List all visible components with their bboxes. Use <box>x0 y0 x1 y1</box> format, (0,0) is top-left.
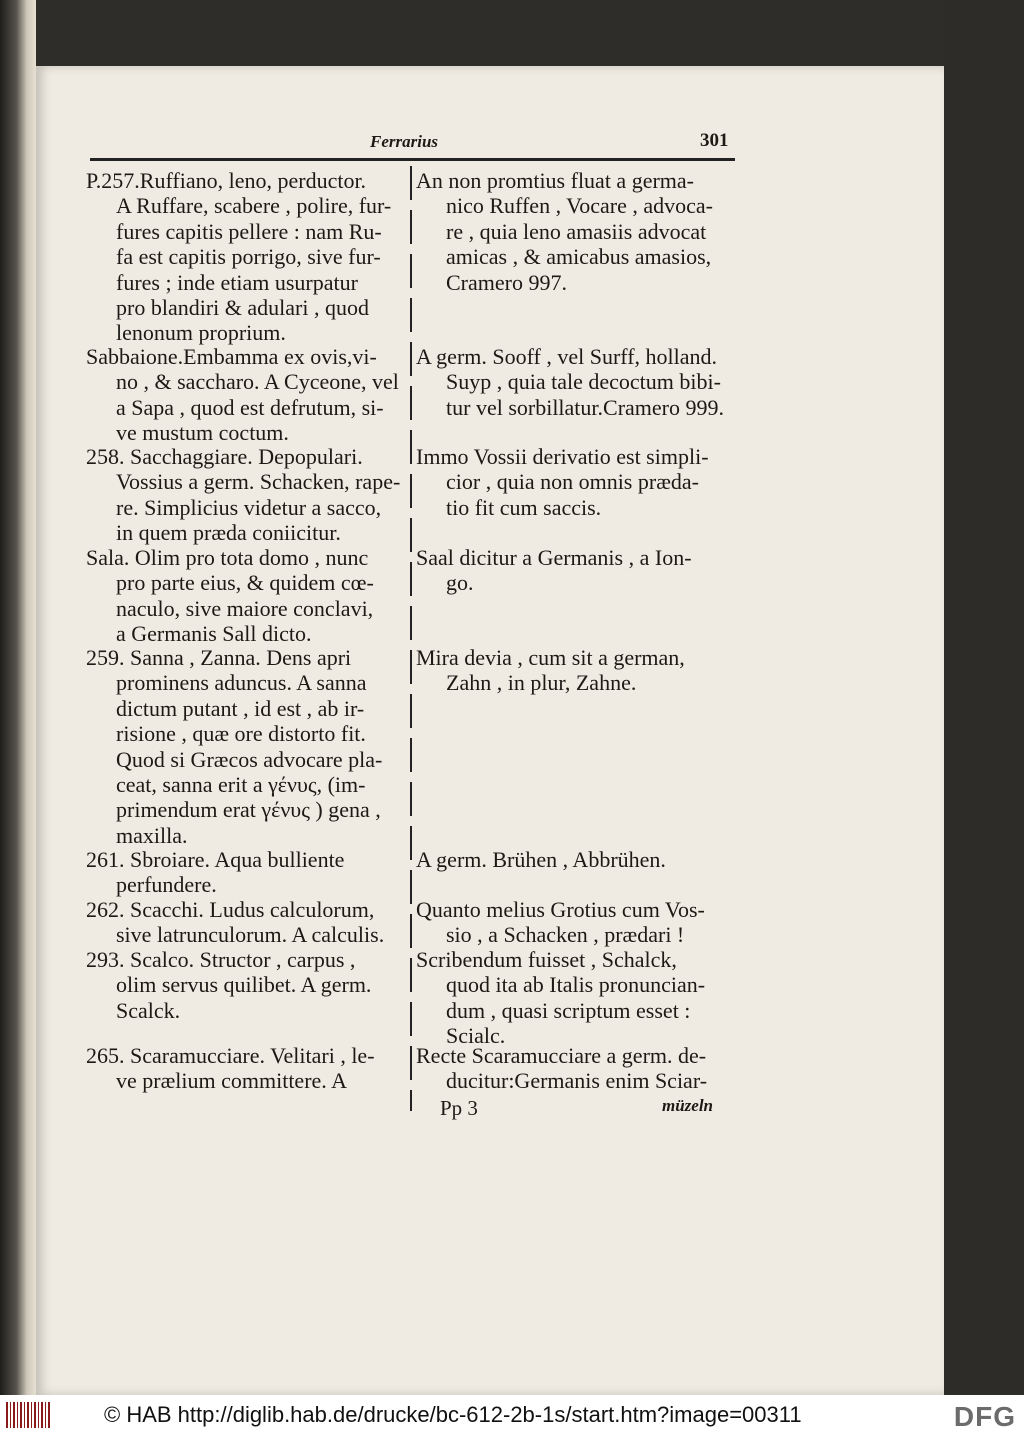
entry-term-column <box>86 545 404 647</box>
catchword: müzeln <box>662 1096 714 1115</box>
comment-line: Cramero 997. <box>446 269 567 295</box>
term-line: no , & saccharo. A Cyceone, vel <box>116 369 399 395</box>
term-line: perfundere. <box>116 872 217 898</box>
comment-line: An non promtius fluat a germa- <box>416 168 694 193</box>
comment-line: go. <box>446 570 474 596</box>
term-line: 261. Sbroiare. Aqua bulliente <box>86 847 345 872</box>
comment-line: Suyp , quia tale decoctum bibi- <box>446 369 721 395</box>
entry-comment-column <box>416 847 734 872</box>
column-divider <box>410 166 412 1111</box>
entry-comment-column <box>416 168 734 295</box>
term-line: risione , quæ ore distorto fit. <box>116 721 366 747</box>
entry-term-column <box>86 344 404 446</box>
book-edge <box>0 0 36 1395</box>
entry-comment-column <box>416 947 734 1049</box>
comment-line: Immo Vossii derivatio est simpli- <box>416 444 709 469</box>
comment-line: ducitur:Germanis enim Sciar- <box>446 1068 708 1094</box>
entry-term-column <box>86 897 404 948</box>
comment-line: tur vel sorbillatur.Cramero 999. <box>446 394 724 420</box>
header-rule <box>90 158 735 161</box>
term-line: olim servus quilibet. A germ. <box>116 972 372 998</box>
comment-line: quod ita ab Italis pronuncian- <box>446 972 706 998</box>
entry-comment-column <box>416 344 734 420</box>
entry-term-column <box>86 168 404 346</box>
term-line: ceat, sanna erit a γένυς, (im- <box>116 772 366 798</box>
term-line: fures capitis pellere : nam Ru- <box>116 218 382 244</box>
page-number: 301 <box>700 130 729 151</box>
term-line: Scalck. <box>116 997 181 1023</box>
term-line: prominens aduncus. A sanna <box>116 670 367 696</box>
term-line: A Ruffare, scabere , polire, fur- <box>116 193 392 219</box>
term-line: pro blandiri & adulari , quod <box>116 295 369 321</box>
term-line: fa est capitis porrigo, sive fur- <box>116 244 381 270</box>
comment-line: Mira devia , cum sit a german, <box>416 645 685 670</box>
term-line: 258. Sacchaggiare. Depopulari. <box>86 444 363 469</box>
signature-mark: Pp 3 <box>440 1096 478 1120</box>
entry-comment-column <box>416 645 734 696</box>
term-line: 265. Scaramucciare. Velitari , le- <box>86 1043 375 1068</box>
comment-line: Quanto melius Grotius cum Vos- <box>416 897 705 922</box>
term-line: dictum putant , id est , ab ir- <box>116 695 365 721</box>
entry-comment-column <box>416 444 734 520</box>
term-line: sive latrunculorum. A calculis. <box>116 922 385 948</box>
term-line: P.257.Ruffiano, leno, perductor. <box>86 168 367 193</box>
comment-line: dum , quasi scriptum esset : <box>446 997 691 1023</box>
entry-comment-column <box>416 545 734 596</box>
comment-line: Zahn , in plur, Zahne. <box>446 670 637 696</box>
term-line: in quem præda coniicitur. <box>116 520 341 546</box>
running-title: Ferrarius <box>370 132 439 151</box>
term-line: re. Simplicius videtur a sacco, <box>116 494 382 520</box>
term-line: a Sapa , quod est defrutum, si- <box>116 394 384 420</box>
term-line: Quod si Græcos advocare pla- <box>116 746 383 772</box>
source-link[interactable]: © HAB http://diglib.hab.de/drucke/bc-612-2b-1s/start.htm?image=00311 <box>104 1402 802 1427</box>
term-line: Sala. Olim pro tota domo , nunc <box>86 545 369 570</box>
entry-term-column <box>86 444 404 546</box>
comment-line: A germ. Sooff , vel Surff, holland. <box>416 344 718 369</box>
comment-line: amicas , & amicabus amasios, <box>446 244 712 270</box>
term-line: Sabbaione.Embamma ex ovis,vi- <box>86 344 377 369</box>
entry-comment-column <box>416 1043 734 1094</box>
entry-term-column <box>86 1043 404 1094</box>
term-line: primendum erat γένυς ) gena , <box>116 797 381 823</box>
comment-line: nico Ruffen , Vocare , advoca- <box>446 193 713 219</box>
term-line: 262. Scacchi. Ludus calculorum, <box>86 897 375 922</box>
comment-line: Scialc. <box>446 1023 506 1049</box>
barcode-icon <box>6 1402 50 1428</box>
comment-line: re , quia leno amasiis advocat <box>446 218 707 244</box>
entry-term-column <box>86 847 404 898</box>
viewer-footer-bar <box>0 1395 1024 1435</box>
term-line: ve mustum coctum. <box>116 420 289 446</box>
term-line: ve prælium committere. A <box>116 1068 347 1094</box>
entry-term-column <box>86 645 404 848</box>
term-line: pro parte eius, & quidem cœ- <box>116 570 374 596</box>
term-line: fures ; inde etiam usurpatur <box>116 269 358 295</box>
entry-comment-column <box>416 897 734 948</box>
term-line: 293. Scalco. Structor , carpus , <box>86 947 356 972</box>
dfg-logo: DFG <box>953 1401 1016 1432</box>
scan-background-right <box>944 0 1024 1395</box>
entry-term-column <box>86 947 404 1023</box>
comment-line: Scribendum fuisset , Schalck, <box>416 947 677 972</box>
scan-background-top <box>36 0 944 66</box>
term-line: lenonum proprium. <box>116 320 286 346</box>
term-line: Vossius a germ. Schacken, rape- <box>116 469 401 495</box>
term-line: maxilla. <box>116 822 188 848</box>
comment-line: cior , quia non omnis præda- <box>446 469 699 495</box>
comment-line: A germ. Brühen , Abbrühen. <box>416 847 666 872</box>
comment-line: tio fit cum saccis. <box>446 494 602 520</box>
term-line: 259. Sanna , Zanna. Dens apri <box>86 645 352 670</box>
comment-line: Recte Scaramucciare a germ. de- <box>416 1043 707 1068</box>
comment-line: Saal dicitur a Germanis , a Ion- <box>416 545 692 570</box>
term-line: naculo, sive maiore conclavi, <box>116 595 374 621</box>
term-line: a Germanis Sall dicto. <box>116 621 312 647</box>
comment-line: sio , a Schacken , prædari ! <box>446 922 685 948</box>
